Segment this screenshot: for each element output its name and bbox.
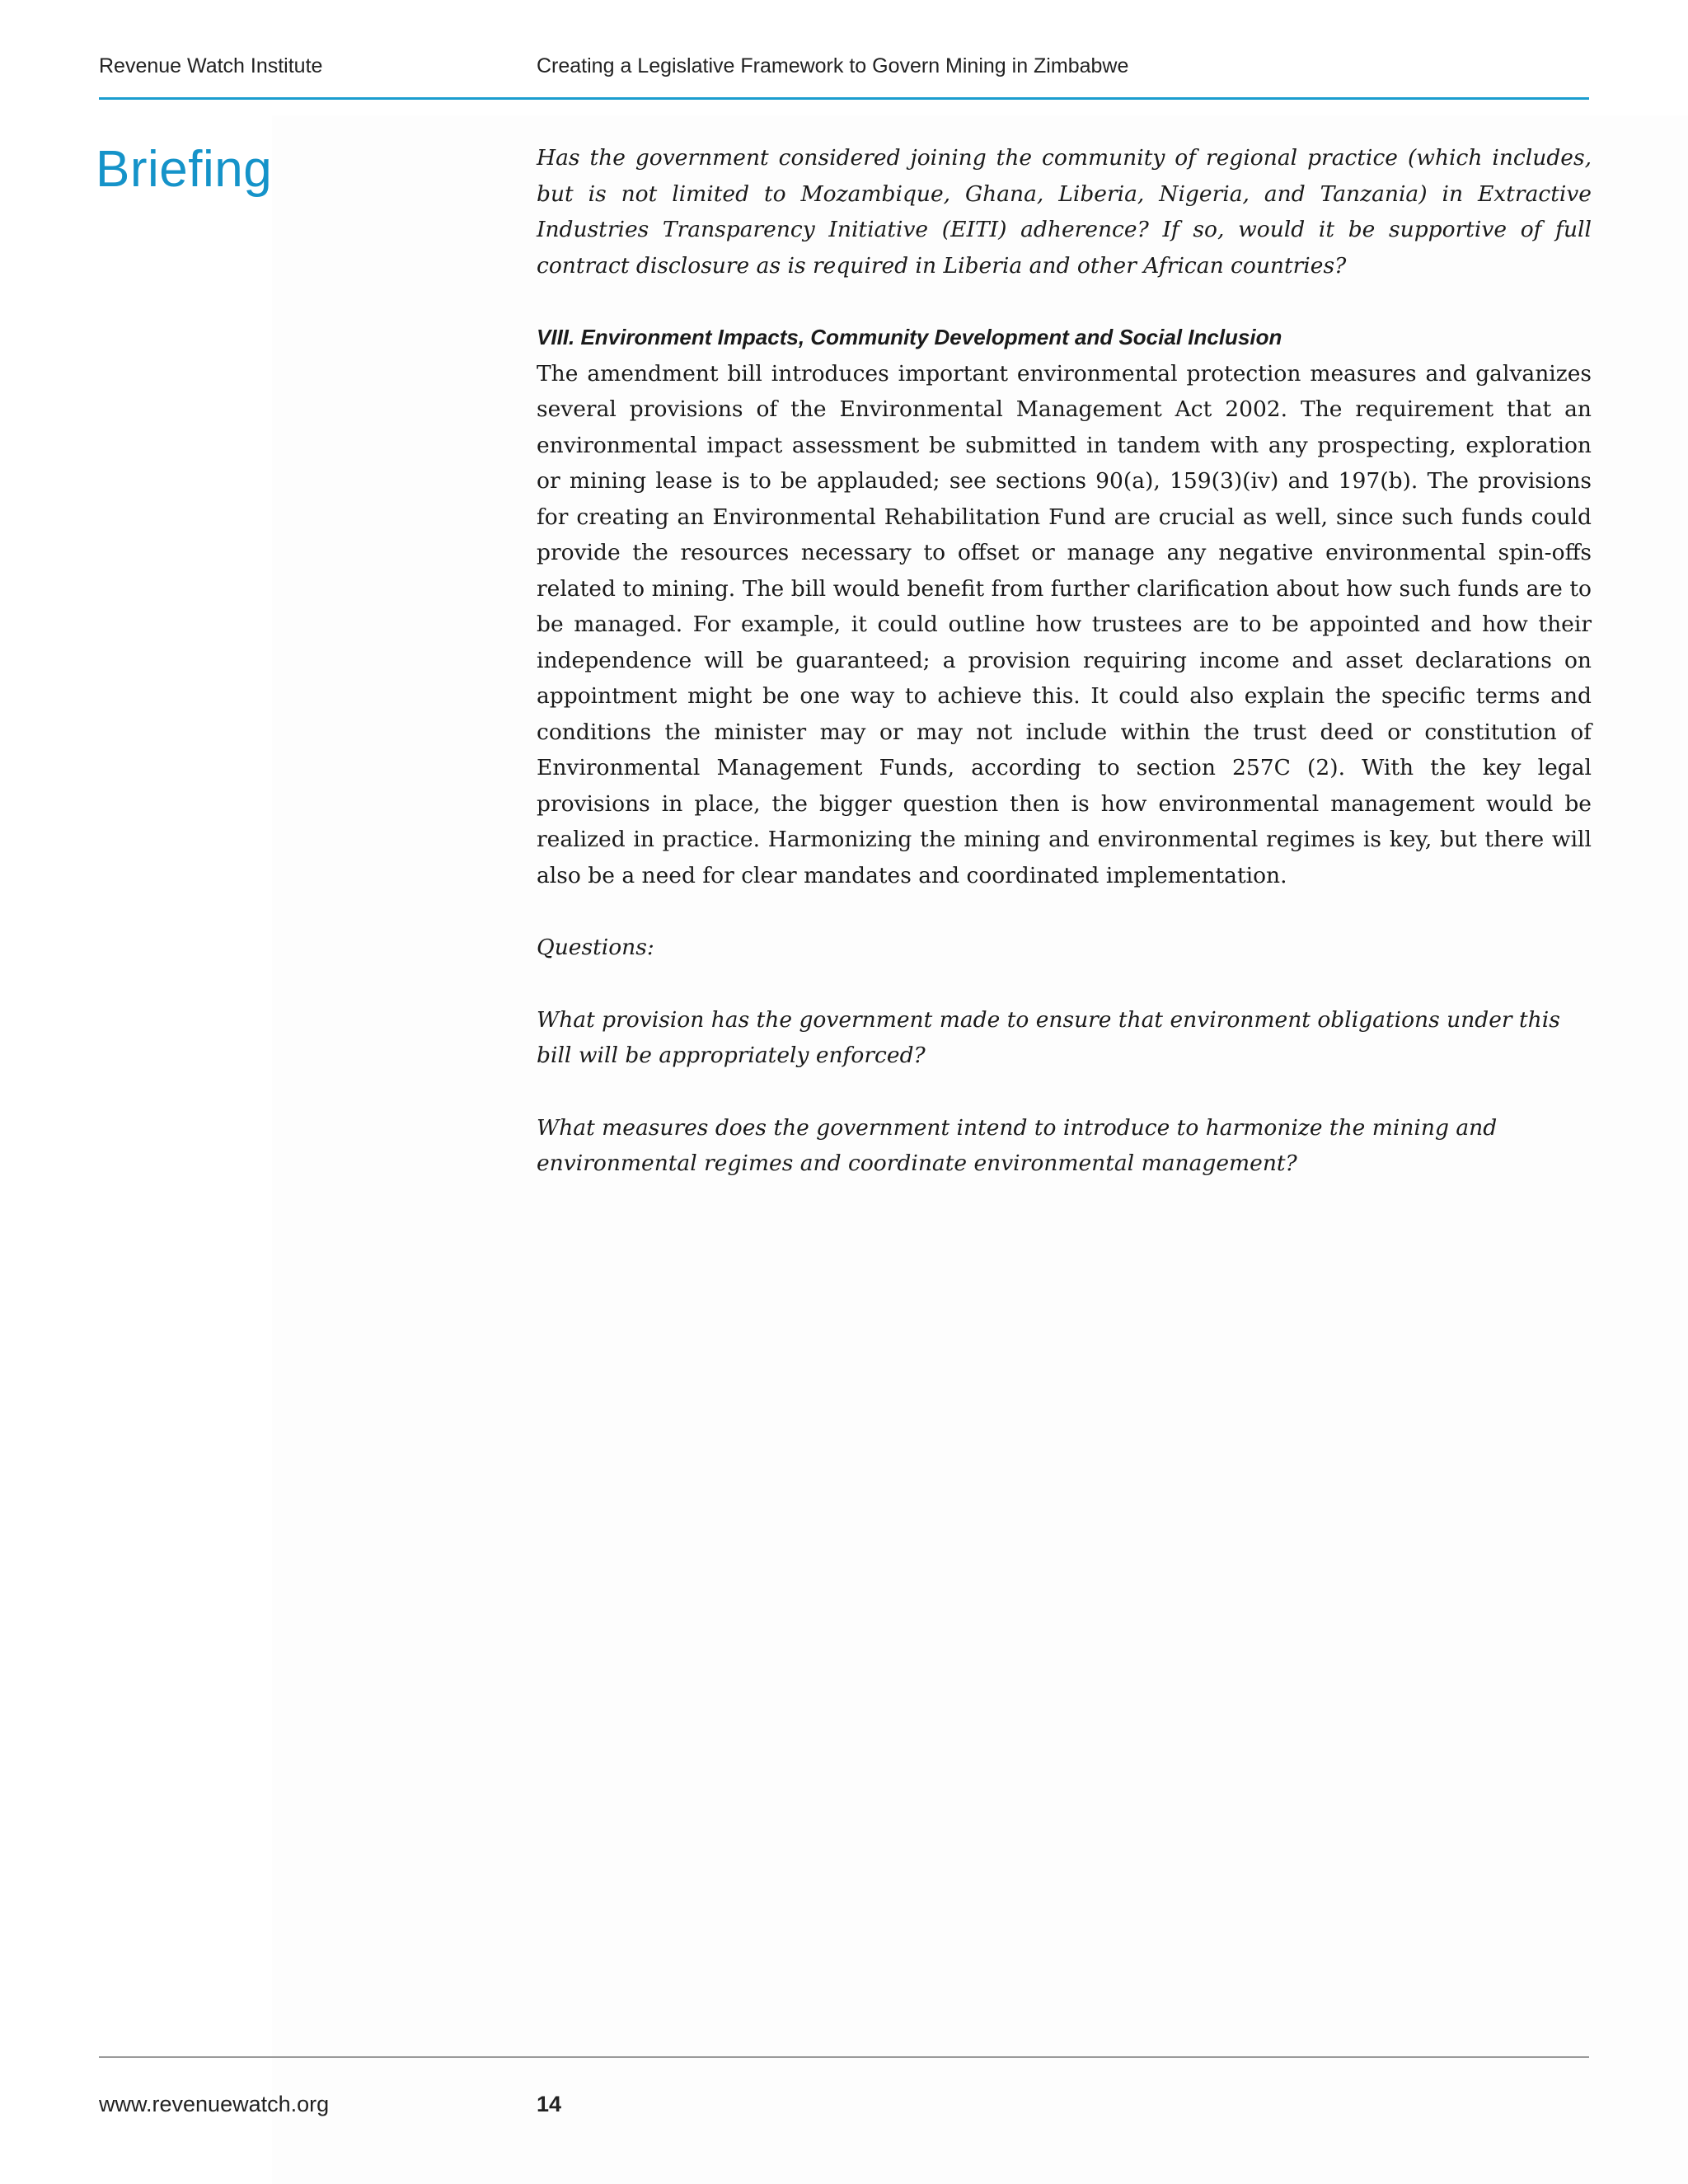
header-organization: Revenue Watch Institute xyxy=(99,54,323,77)
section-heading: VIII. Environment Impacts, Community Development and Social Inclusion xyxy=(537,325,1282,349)
footer-divider xyxy=(99,2056,1589,2058)
intro-question: Has the government considered joining the community of regional practice (which includes, but is not limited to Mozambique, Ghana, Liberia, Nigeria, and Tanzania) in Extractive Industries Transparency Initiative (EITI) adherence? If so, would it be supportive of full contract disclosure as is required in Liberia and other African countries? xyxy=(537,145,1592,279)
main-content xyxy=(537,140,1592,1182)
footer-url[interactable]: www.revenuewatch.org xyxy=(99,2092,330,2116)
question-item: What measures does the government intend to introduce to harmonize the mining and environmental regimes and coordinate environmental management? xyxy=(537,1114,1498,1176)
section-label: Briefing xyxy=(96,141,273,198)
question-item: What provision has the government made to ensure that environment obligations under this bill will be appropriately enforced? xyxy=(537,1006,1560,1068)
header-document-title: Creating a Legislative Framework to Govern Mining in Zimbabwe xyxy=(537,54,1129,77)
questions-label: Questions: xyxy=(537,935,654,960)
page-footer xyxy=(99,2092,1589,2125)
section-body: The amendment bill introduces important environmental protection measures and galvanizes several provisions of the Environmental Management Act 2002. The requirement that an environmental impact assessment be submitted in tandem with any prospecting, exploration or mining lease is to be applauded; see sections 90(a), 159(3)(iv) and 197(b). The provisions for creating an Environmental Rehabilitation Fund are crucial as well, since such funds could provide the resources necessary to offset or manage any negative environmental spin-offs related to mining. The bill would benefit from further clarification about how such funds are to be managed. For example, it could outline how trustees are to be appointed and how their independence will be guaranteed; a provision requiring income and asset declarations on appointment might be one way to achieve this. It could also explain the specific terms and conditions the minister may or may not include within the trust deed or constitution of Environmental Management Funds, according to section 257C (2). With the key legal provisions in place, the bigger question then is how environmental management would be realized in practice. Harmonizing the mining and environmental regimes is key, but there will also be a need for clear mandates and coordinated implementation. xyxy=(537,360,1592,888)
page-header xyxy=(99,54,1589,87)
page-number: 14 xyxy=(537,2092,562,2116)
header-divider xyxy=(99,97,1589,100)
